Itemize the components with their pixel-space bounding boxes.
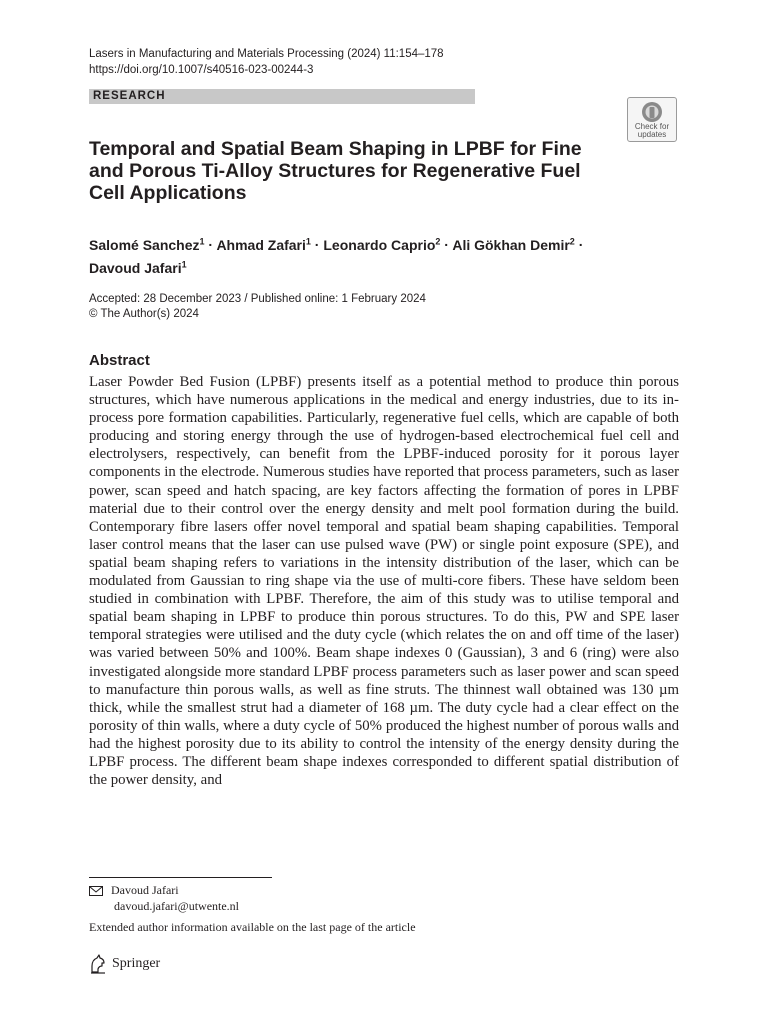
corresponding-author-email[interactable]: davoud.jafari@utwente.nl — [114, 899, 240, 913]
author — [452, 237, 574, 253]
corresponding-author — [89, 882, 239, 914]
check-updates-line1: Check for — [634, 122, 670, 131]
extended-author-info: Extended author information available on the last page of the article — [89, 920, 416, 934]
author-name: Ali Gökhan Demir — [452, 236, 570, 253]
check-updates-line2: updates — [637, 130, 667, 139]
springer-horse-icon — [89, 954, 107, 974]
author-separator: · — [310, 236, 324, 253]
author — [89, 260, 187, 276]
author-separator: · — [574, 236, 584, 253]
copyright: © The Author(s) 2024 — [89, 308, 199, 320]
accepted-published: Accepted: 28 December 2023 / Published online: 1 February 2024 — [89, 293, 426, 305]
publisher-name: Springer — [112, 956, 161, 971]
abstract-text: Laser Powder Bed Fusion (LPBF) presents itself as a potential method to produce thin porous structures, which have numerous applications in the medical and energy industries, due to its in-process pore formation capabilities. Particularly, regenerative fuel cells, which are capable of both producing and storing energy through the use of hydrogen-based electrochemical fuel cell and electrolysers, respectively, can benefit from the LPBF-induced porosity for it porous layer components in the electrode. Numerous studies have reported that process parameters, such as laser power, scan speed and hatch spacing, are key factors affecting the formation of pores in LPBF material due to their control over the energy density and melt pool formation during the build. Contemporary fibre lasers offer novel temporal and spatial beam shaping capabilities. Temporal laser control means that the laser can use pulsed wave (PW) or single point exposure (SPE), and spatial beam shaping refers to variations in the intensity distribution of the laser, which can be modulated from Gaussian to ring shape via the use of multi-core fibers. These have seldom been studied in combination with LPBF. Therefore, the aim of this study was to utilise temporal and spatial beam shaping in LPBF to produce thin porous structures. To do this, PW and SPE laser temporal strategies were utilised and the duty cycle (which relates the on and off time of the laser) was varied between 50% and 100%. Beam shape indexes 0 (Gaussian), 3 and 6 (ring) were also investigated alongside more standard LPBF process parameters such as laser power and scan speed to manufacture thin porous walls, as well as fine struts. The thinnest wall obtained was 130 µm thick, while the smallest strut had a diameter of 168 µm. The duty cycle had a clear effect on the porosity of thin walls, where a duty cycle of 50% produced the highest number of porous walls and had the highest porosity due to its ability to control the intensity of the energy density during the LPBF process. The different beam shape indexes corresponded to different spatial distribution of the power density, and — [89, 374, 679, 789]
author-affiliation: 2 — [569, 236, 575, 246]
author-name: Ahmad Zafari — [216, 236, 306, 253]
publisher-logo — [89, 953, 160, 975]
footnote-divider — [89, 877, 272, 878]
article-title: Temporal and Spatial Beam Shaping in LPBF for Fine and Porous Ti-Alloy Structures for Regenerative Fuel Cell Applications — [89, 138, 582, 204]
journal-citation: Lasers in Manufacturing and Materials Processing (2024) 11:154–178 — [89, 48, 444, 60]
crossmark-icon — [641, 101, 663, 123]
author-separator: · — [204, 236, 217, 253]
check-for-updates-button[interactable] — [627, 97, 677, 142]
author — [323, 237, 440, 253]
author-name: Davoud Jafari — [89, 260, 182, 277]
author-name: Salomé Sanchez — [89, 236, 200, 253]
author-affiliation: 1 — [181, 259, 187, 270]
author-affiliation: 2 — [435, 236, 441, 246]
doi-link[interactable]: https://doi.org/10.1007/s40516-023-00244-3 — [89, 64, 314, 76]
author-affiliation: 1 — [199, 236, 205, 246]
author — [89, 237, 205, 253]
author-name: Leonardo Caprio — [323, 236, 436, 253]
abstract-heading: Abstract — [89, 352, 150, 369]
envelope-icon — [89, 886, 103, 896]
publication-dates — [89, 292, 426, 322]
corresponding-author-name: Davoud Jafari — [111, 883, 179, 897]
author-list — [89, 231, 689, 278]
section-label: RESEARCH — [89, 89, 475, 104]
author — [216, 237, 310, 253]
author-separator: · — [440, 236, 453, 253]
journal-header — [89, 46, 444, 78]
author-affiliation: 1 — [305, 236, 311, 246]
